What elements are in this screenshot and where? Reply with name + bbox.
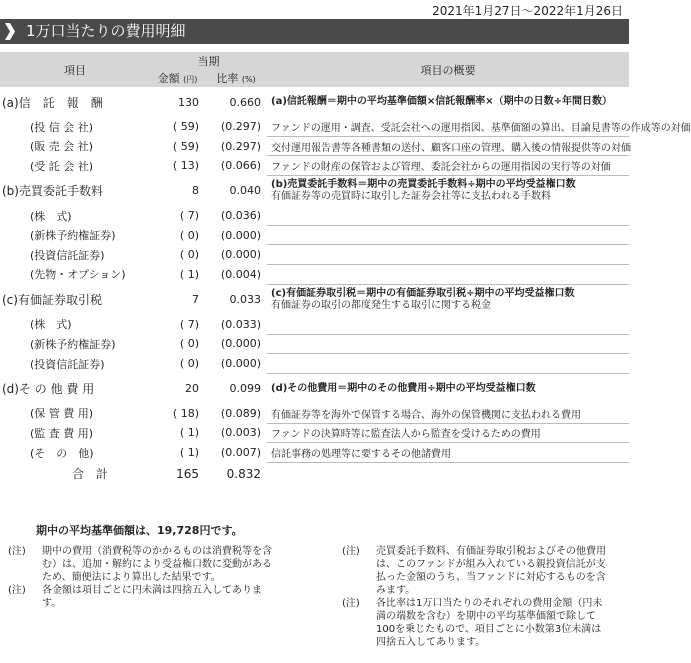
row-amount: ( 0) bbox=[179, 357, 199, 371]
row-item: (投資信託証券) bbox=[30, 248, 105, 262]
note-label: (注) bbox=[342, 598, 360, 609]
row-ratio: (0.033) bbox=[220, 317, 261, 331]
section-header bbox=[0, 19, 629, 44]
note-item bbox=[342, 597, 610, 649]
note-label: (注) bbox=[8, 585, 26, 596]
row-item: (c)有価証券取引税 bbox=[2, 293, 102, 308]
row-desc bbox=[267, 354, 629, 374]
row-item: (新株予約権証券) bbox=[30, 229, 116, 243]
row-item: (b)売買委託手数料 bbox=[2, 184, 103, 199]
row-amount: ( 13) bbox=[172, 159, 199, 173]
row-amount: ( 1) bbox=[179, 267, 199, 281]
row-amount: 20 bbox=[185, 382, 199, 396]
table-row bbox=[0, 334, 629, 354]
table-row bbox=[0, 443, 629, 463]
row-amount: 7 bbox=[192, 293, 199, 307]
note-item bbox=[8, 545, 278, 584]
row-item: (株 式) bbox=[30, 318, 72, 332]
row-ratio: 0.099 bbox=[229, 382, 261, 396]
row-desc bbox=[267, 176, 629, 207]
row-desc: 有価証券等を海外で保管する場合、海外の保管機関に支払われる費用 bbox=[267, 404, 629, 423]
row-ratio: 0.660 bbox=[229, 95, 261, 109]
row-formula: (b)売買委託手数料＝期中の売買委託手数料÷期中の平均受益権口数 bbox=[271, 179, 576, 191]
note-item bbox=[342, 545, 610, 597]
row-item: (投 信 会 社) bbox=[30, 120, 94, 134]
table-row bbox=[0, 225, 629, 245]
row-amount: ( 0) bbox=[179, 337, 199, 351]
row-amount: ( 59) bbox=[172, 139, 199, 153]
row-desc bbox=[267, 373, 629, 404]
header-overview: 項目の概要 bbox=[267, 52, 629, 87]
notes-right bbox=[342, 545, 610, 649]
row-desc bbox=[267, 87, 629, 117]
row-desc: 信託事務の処理等に要するその他諸費用 bbox=[267, 443, 629, 463]
row-item: (受 託 会 社) bbox=[30, 159, 94, 173]
row-ratio: (0.036) bbox=[220, 209, 261, 223]
note-label: (注) bbox=[8, 546, 26, 557]
row-ratio: (0.066) bbox=[220, 159, 261, 173]
average-price-text: 期中の平均基準価額は、19,728円です。 bbox=[36, 524, 243, 537]
row-ratio: (0.089) bbox=[220, 406, 261, 420]
table-row bbox=[0, 136, 629, 156]
table-row-main bbox=[0, 373, 629, 404]
row-ratio: (0.297) bbox=[220, 139, 261, 153]
total-label: 合 計 bbox=[71, 467, 108, 482]
table-row bbox=[0, 423, 629, 443]
cost-table bbox=[0, 52, 691, 485]
header-amount: 金額 (円) bbox=[150, 69, 205, 87]
row-desc bbox=[267, 334, 629, 354]
table-row-main bbox=[0, 87, 629, 117]
table-row bbox=[0, 315, 629, 334]
row-amount: ( 7) bbox=[179, 209, 199, 223]
table-row bbox=[0, 354, 629, 374]
total-row bbox=[0, 462, 629, 485]
row-item: (a)信 託 報 酬 bbox=[2, 95, 103, 110]
row-amount: ( 0) bbox=[179, 228, 199, 242]
row-desc-detail: 有価証券の取引の都度発生する取引に関する税金 bbox=[271, 299, 491, 311]
row-ratio: (0.007) bbox=[220, 446, 261, 460]
row-item: (そ の 他) bbox=[30, 446, 94, 460]
row-desc bbox=[267, 315, 629, 334]
row-item: (先物・オプション) bbox=[30, 268, 126, 282]
row-desc: ファンドの運用・調査、受託会社への運用指図、基準価額の算出、目論見書等の作成等の対価 bbox=[267, 117, 629, 136]
period-range: 2021年1月27日〜2022年1月26日 bbox=[432, 4, 623, 18]
row-desc-detail: 有価証券等の売買時に取引した証券会社等に支払われる手数料 bbox=[271, 191, 551, 203]
row-item: (保 管 費 用) bbox=[30, 407, 94, 421]
table-row bbox=[0, 206, 629, 225]
row-formula: (c)有価証券取引税＝期中の有価証券取引税÷期中の平均受益権口数 bbox=[271, 287, 575, 299]
total-amount: 165 bbox=[176, 466, 199, 481]
row-item: (販 売 会 社) bbox=[30, 140, 94, 154]
row-desc: ファンドの財産の保管および管理、委託会社からの運用指図の実行等の対価 bbox=[267, 156, 629, 176]
row-ratio: (0.000) bbox=[220, 228, 261, 242]
table-row bbox=[0, 265, 629, 285]
row-item: (d)そ の 他 費 用 bbox=[2, 382, 95, 397]
table-row bbox=[0, 156, 629, 176]
row-ratio: 0.040 bbox=[229, 184, 261, 198]
page-title: 1万口当たりの費用明細 bbox=[26, 22, 186, 40]
row-desc: 交付運用報告書等各種書類の送付、顧客口座の管理、購入後の情報提供等の対価 bbox=[267, 136, 629, 156]
row-ratio: (0.297) bbox=[220, 120, 261, 134]
note-text: 各金額は項目ごとに円未満は四捨五入してあります。 bbox=[42, 585, 262, 609]
notes-left bbox=[8, 545, 278, 610]
row-ratio: (0.000) bbox=[220, 337, 261, 351]
row-amount: ( 0) bbox=[179, 248, 199, 262]
header-item: 項目 bbox=[0, 52, 150, 87]
row-amount: ( 1) bbox=[179, 446, 199, 460]
table-row-main bbox=[0, 284, 629, 315]
header-ratio: 比率 (%) bbox=[205, 69, 267, 87]
row-desc: ファンドの決算時等に監査法人から監査を受けるための費用 bbox=[267, 423, 629, 443]
row-formula: (d)その他費用＝期中のその他費用÷期中の平均受益権口数 bbox=[271, 382, 536, 394]
total-ratio: 0.832 bbox=[226, 466, 261, 481]
row-amount: ( 18) bbox=[172, 406, 199, 420]
header-current: 当期 bbox=[150, 52, 267, 69]
row-desc bbox=[267, 206, 629, 225]
row-amount: 130 bbox=[178, 95, 199, 109]
note-item bbox=[8, 584, 278, 610]
note-text: 期中の費用（消費税等のかかるものは消費税等を含む）は、追加・解約により受益権口数に変動があるため、簡便法により算出した結果です。 bbox=[42, 546, 272, 583]
table-row-main bbox=[0, 176, 629, 207]
row-ratio: (0.000) bbox=[220, 248, 261, 262]
row-item: (新株予約権証券) bbox=[30, 337, 116, 351]
row-ratio: (0.004) bbox=[220, 267, 261, 281]
row-item: (監 査 費 用) bbox=[30, 426, 94, 440]
row-formula: (a)信託報酬＝期中の平均基準価額×信託報酬率×（期中の日数÷年間日数） bbox=[271, 96, 613, 107]
row-desc bbox=[267, 265, 629, 285]
table-row bbox=[0, 245, 629, 265]
chevron-right-icon bbox=[4, 23, 16, 40]
row-ratio: (0.003) bbox=[220, 426, 261, 440]
table-row bbox=[0, 404, 629, 423]
row-desc bbox=[267, 225, 629, 245]
row-amount: 8 bbox=[192, 184, 199, 198]
note-text: 各比率は1万口当たりのそれぞれの費用金額（円未満の端数を含む）を期中の平均基準価額で除して100を乗じたもので、項目ごとに小数第3位未満は四捨五入してあります。 bbox=[376, 598, 603, 648]
row-ratio: (0.000) bbox=[220, 357, 261, 371]
row-amount: ( 59) bbox=[172, 120, 199, 134]
note-label: (注) bbox=[342, 546, 360, 557]
row-desc bbox=[267, 245, 629, 265]
table-row bbox=[0, 117, 629, 136]
row-desc bbox=[267, 284, 629, 315]
note-text: 売買委託手数料、有価証券取引税およびその他費用は、このファンドが組み入れている親投資信託が支払った金額のうち、当ファンドに対応するものを含みます。 bbox=[376, 546, 606, 596]
row-item: (株 式) bbox=[30, 209, 72, 223]
row-amount: ( 1) bbox=[179, 426, 199, 440]
row-item: (投資信託証券) bbox=[30, 357, 105, 371]
row-ratio: 0.033 bbox=[229, 293, 261, 307]
row-amount: ( 7) bbox=[179, 317, 199, 331]
